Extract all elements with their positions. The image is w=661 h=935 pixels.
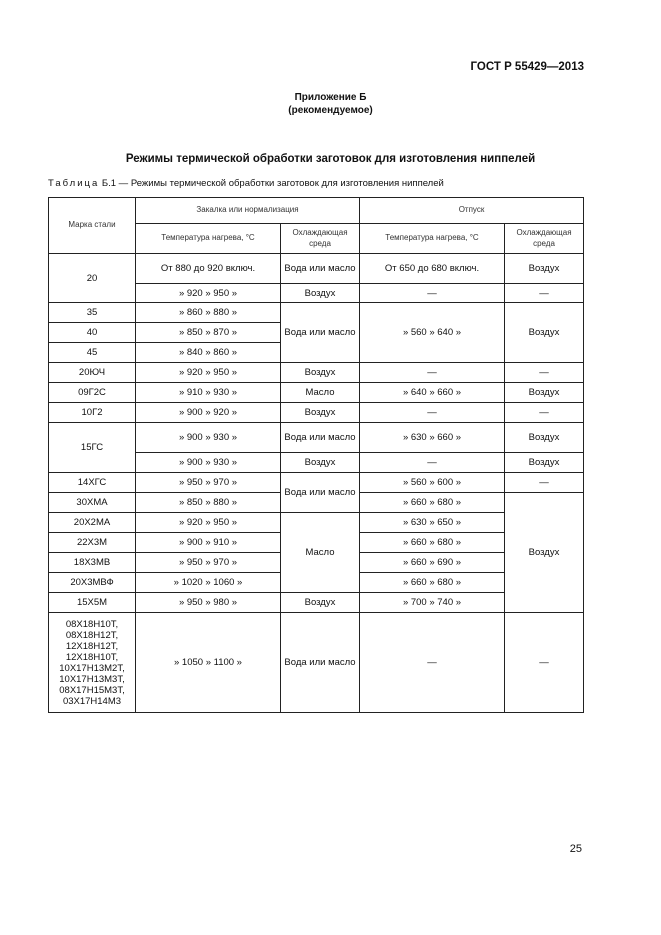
header-tempering-cooling: Охлаждающая среда: [505, 224, 584, 254]
header-hardening: Закалка или нормализация: [136, 198, 360, 224]
table-row: [49, 303, 584, 323]
hardening-cooling-cell: Вода или масло: [281, 303, 360, 363]
hardening-temp-cell: » 860 » 880 »: [136, 303, 281, 323]
table-caption-number: Б.1 —: [99, 178, 131, 189]
grade-list-item: 12Х18Н10Т,: [65, 651, 119, 663]
tempering-temp-cell: » 660 » 680 »: [360, 493, 505, 513]
hardening-temp-cell: » 900 » 930 »: [136, 453, 281, 473]
table-row: [49, 403, 584, 423]
hardening-cooling-cell: Воздух: [281, 453, 360, 473]
hardening-cooling-cell: Вода или масло: [281, 473, 360, 513]
hardening-cooling-cell: Воздух: [281, 593, 360, 613]
grade-cell: 30ХМА: [49, 493, 136, 513]
tempering-temp-cell: » 630 » 660 »: [360, 423, 505, 453]
header-tempering-temperature: Температура нагрева, °С: [360, 224, 505, 254]
section-title: Режимы термической обработки заготовок для изготовления ниппелей: [125, 153, 536, 165]
table-caption: [48, 178, 444, 189]
grade-cell: 20Х3МВФ: [49, 573, 136, 593]
hardening-cooling-cell: Вода или масло: [281, 423, 360, 453]
grade-list-item: 08Х17Н15М3Т,: [59, 684, 125, 696]
hardening-cooling-cell: Вода или масло: [281, 254, 360, 284]
tempering-cooling-cell: Воздух: [505, 303, 584, 363]
hardening-temp-cell: » 900 » 910 »: [136, 533, 281, 553]
hardening-temp-cell: » 1050 » 1100 »: [136, 613, 281, 713]
hardening-cooling-cell: Воздух: [281, 284, 360, 303]
tempering-cooling-cell: Воздух: [505, 383, 584, 403]
grade-list-item: 08Х18Н12Т,: [65, 629, 119, 641]
header-hardening-temperature: Температура нагрева, °С: [136, 224, 281, 254]
hardening-temp-cell: » 920 » 950 »: [136, 363, 281, 383]
grade-cell: 10Г2: [49, 403, 136, 423]
tempering-temp-cell: От 650 до 680 включ.: [360, 254, 505, 284]
hardening-cooling-cell: Масло: [281, 513, 360, 593]
table-row: [49, 473, 584, 493]
grade-list-item: 03Х17Н14М3: [62, 695, 122, 707]
tempering-temp-cell: —: [360, 453, 505, 473]
table-row: [49, 423, 584, 453]
grade-cell: 35: [49, 303, 136, 323]
grade-cell: 15Х5М: [49, 593, 136, 613]
hardening-cooling-cell: Воздух: [281, 403, 360, 423]
grade-list-item: 12Х18Н12Т,: [65, 640, 119, 652]
hardening-cooling-cell: Воздух: [281, 363, 360, 383]
grade-cell: 20Х2МА: [49, 513, 136, 533]
hardening-temp-cell: » 900 » 920 »: [136, 403, 281, 423]
tempering-temp-cell: —: [360, 363, 505, 383]
grade-list-cell: [49, 613, 136, 713]
hardening-temp-cell: » 920 » 950 »: [136, 513, 281, 533]
hardening-temp-cell: От 880 до 920 включ.: [136, 254, 281, 284]
table-caption-label: Таблица: [48, 178, 100, 189]
tempering-temp-cell: » 660 » 680 »: [360, 533, 505, 553]
hardening-temp-cell: » 840 » 860 »: [136, 343, 281, 363]
tempering-cooling-cell: Воздух: [505, 423, 584, 453]
grade-cell: 15ГС: [49, 423, 136, 473]
hardening-temp-cell: » 950 » 970 »: [136, 553, 281, 573]
tempering-temp-cell: —: [360, 613, 505, 713]
grade-cell: 18Х3МВ: [49, 553, 136, 573]
hardening-cooling-cell: Масло: [281, 383, 360, 403]
grade-cell: 09Г2С: [49, 383, 136, 403]
tempering-cooling-cell: Воздух: [505, 493, 584, 613]
table-row: [49, 513, 584, 533]
tempering-cooling-cell: Воздух: [505, 453, 584, 473]
grade-list-item: 10Х17Н13М2Т,: [59, 662, 125, 674]
appendix-heading: [0, 91, 661, 117]
tempering-cooling-cell: Воздух: [505, 254, 584, 284]
table-row: [49, 593, 584, 613]
appendix-subtitle: (рекомендуемое): [288, 105, 373, 116]
table-caption-text: Режимы термической обработки заготовок для изготовления ниппелей: [130, 178, 444, 189]
tempering-temp-cell: » 660 » 690 »: [360, 553, 505, 573]
appendix-title: Приложение Б: [294, 92, 367, 103]
tempering-temp-cell: » 660 » 680 »: [360, 573, 505, 593]
grade-cell: 14ХГС: [49, 473, 136, 493]
heat-treatment-table: [48, 197, 584, 713]
grade-cell: 40: [49, 323, 136, 343]
grade-cell: 20: [49, 254, 136, 303]
hardening-temp-cell: » 1020 » 1060 »: [136, 573, 281, 593]
tempering-cooling-cell: —: [505, 473, 584, 493]
header-tempering: Отпуск: [360, 198, 584, 224]
tempering-cooling-cell: —: [505, 613, 584, 713]
grade-list-item: 10Х17Н13М3Т,: [59, 673, 125, 685]
grade-cell: 45: [49, 343, 136, 363]
tempering-temp-cell: » 560 » 640 »: [360, 303, 505, 363]
header-hardening-cooling: Охлаждающая среда: [281, 224, 360, 254]
hardening-temp-cell: » 950 » 980 »: [136, 593, 281, 613]
hardening-temp-cell: » 950 » 970 »: [136, 473, 281, 493]
table-row: [49, 363, 584, 383]
hardening-temp-cell: » 850 » 870 »: [136, 323, 281, 343]
tempering-temp-cell: —: [360, 284, 505, 303]
hardening-temp-cell: » 920 » 950 »: [136, 284, 281, 303]
grade-list-item: 08Х18Н10Т,: [65, 618, 119, 630]
tempering-cooling-cell: —: [505, 284, 584, 303]
tempering-temp-cell: » 560 » 600 »: [360, 473, 505, 493]
tempering-temp-cell: —: [360, 403, 505, 423]
tempering-temp-cell: » 640 » 660 »: [360, 383, 505, 403]
document-code: ГОСТ Р 55429—2013: [470, 61, 584, 73]
hardening-temp-cell: » 910 » 930 »: [136, 383, 281, 403]
hardening-temp-cell: » 850 » 880 »: [136, 493, 281, 513]
table-row: [49, 254, 584, 284]
tempering-temp-cell: » 630 » 650 »: [360, 513, 505, 533]
header-grade: Марка стали: [49, 198, 136, 254]
tempering-cooling-cell: —: [505, 363, 584, 383]
table-row: [49, 613, 584, 713]
tempering-temp-cell: » 700 » 740 »: [360, 593, 505, 613]
page-number: 25: [569, 843, 582, 855]
hardening-cooling-cell: Вода или масло: [281, 613, 360, 713]
grade-cell: 22Х3М: [49, 533, 136, 553]
tempering-cooling-cell: —: [505, 403, 584, 423]
table-row: [49, 383, 584, 403]
hardening-temp-cell: » 900 » 930 »: [136, 423, 281, 453]
grade-cell: 20ЮЧ: [49, 363, 136, 383]
